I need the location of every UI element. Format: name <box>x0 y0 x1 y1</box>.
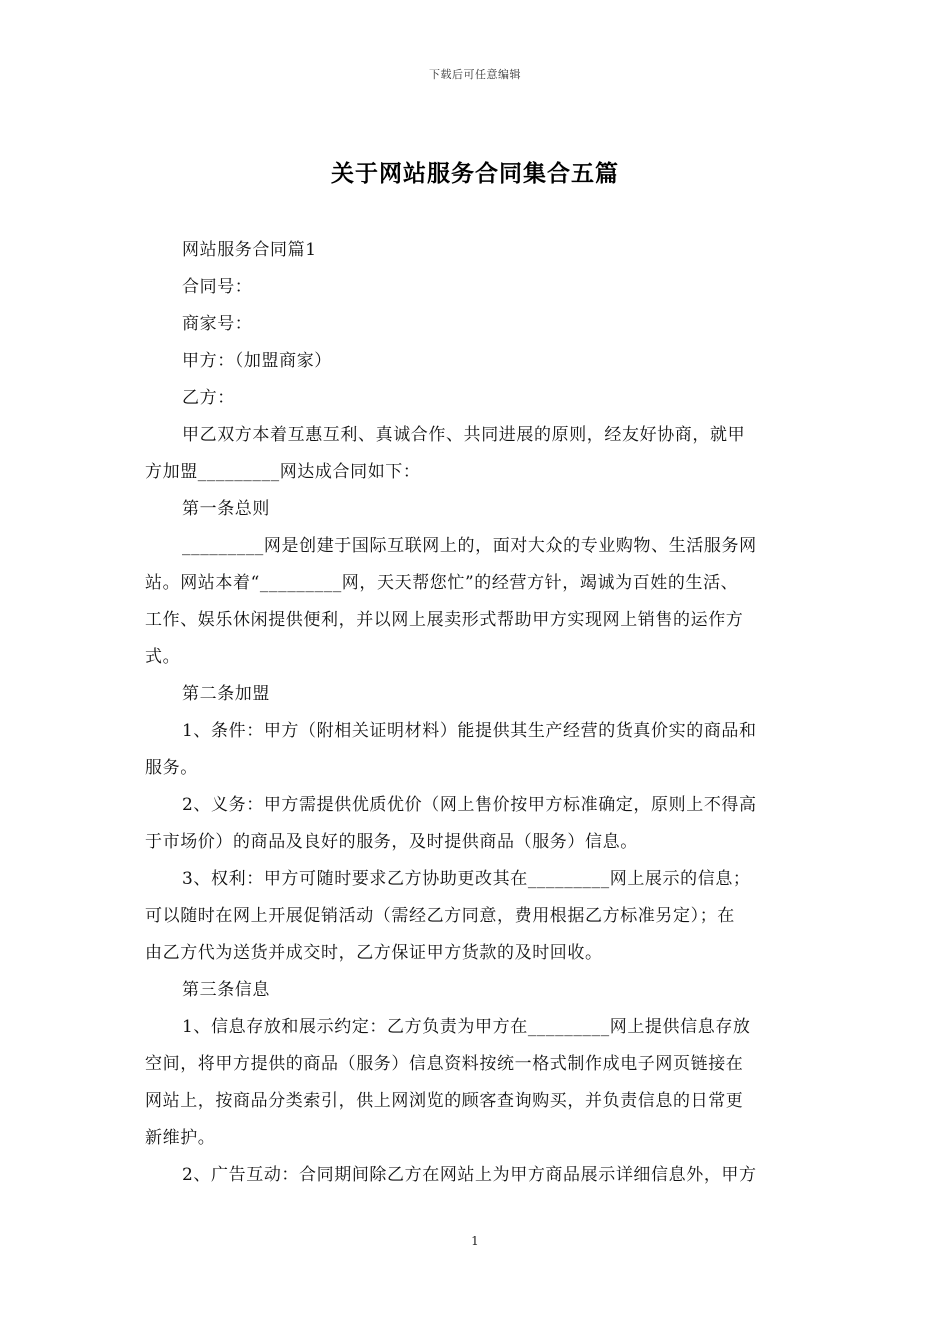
paragraph-line: 第三条信息 <box>182 980 270 1000</box>
header-note: 下载后可任意编辑 <box>429 68 521 81</box>
paragraph-line: 第一条总则 <box>182 499 270 519</box>
paragraph-line: 网站上，按商品分类索引，供上网浏览的顾客查询购买，并负责信息的日常更 <box>145 1091 744 1111</box>
paragraph-line: 由乙方代为送货并成交时，乙方保证甲方货款的及时回收。 <box>145 943 603 963</box>
paragraph-line: 甲乙双方本着互惠互利、真诚合作、共同进展的原则，经友好协商，就甲 <box>182 425 746 445</box>
paragraph-line: 可以随时在网上开展促销活动（需经乙方同意，费用根据乙方标准另定）；在 <box>145 906 735 926</box>
paragraph-line: 方加盟_________网达成合同如下： <box>145 462 421 482</box>
paragraph-line: 甲方：（加盟商家） <box>182 351 332 371</box>
paragraph-line: 1、条件：甲方（附相关证明材料）能提供其生产经营的货真价实的商品和 <box>182 721 757 741</box>
paragraph-line: 工作、娱乐休闲提供便利，并以网上展卖形式帮助甲方实现网上销售的运作方 <box>145 610 744 630</box>
paragraph-line: 合同号： <box>182 277 253 297</box>
paragraph-line: 2、义务：甲方需提供优质优价（网上售价按甲方标准确定，原则上不得高 <box>182 795 757 815</box>
paragraph-line: 3、权利：甲方可随时要求乙方协助更改其在_________网上展示的信息； <box>182 869 751 889</box>
paragraph-line: 2、广告互动：合同期间除乙方在网站上为甲方商品展示详细信息外，甲方 <box>182 1165 757 1185</box>
paragraph-line: 新维护。 <box>145 1128 216 1148</box>
paragraph-line: 1、信息存放和展示约定：乙方负责为甲方在_________网上提供信息存放 <box>182 1017 751 1037</box>
page-number: 1 <box>471 1234 479 1248</box>
paragraph-line: 站。网站本着“_________网，天天帮您忙”的经营方针，竭诚为百姓的生活、 <box>145 573 739 593</box>
paragraph-line: 于市场价）的商品及良好的服务，及时提供商品（服务）信息。 <box>145 832 638 852</box>
paragraph-line: 网站服务合同篇1 <box>182 240 317 260</box>
document-body <box>145 232 805 1194</box>
document-title: 关于网站服务合同集合五篇 <box>331 160 619 187</box>
paragraph-line: 空间，将甲方提供的商品（服务）信息资料按统一格式制作成电子网页链接在 <box>145 1054 744 1074</box>
paragraph-line: 商家号： <box>182 314 253 334</box>
paragraph-line: 服务。 <box>145 758 198 778</box>
paragraph-line: 式。 <box>145 647 181 667</box>
paragraph-line: 乙方： <box>182 388 235 408</box>
paragraph-line: _________网是创建于国际互联网上的，面对大众的专业购物、生活服务网 <box>182 536 757 556</box>
paragraph-line: 第二条加盟 <box>182 684 270 704</box>
